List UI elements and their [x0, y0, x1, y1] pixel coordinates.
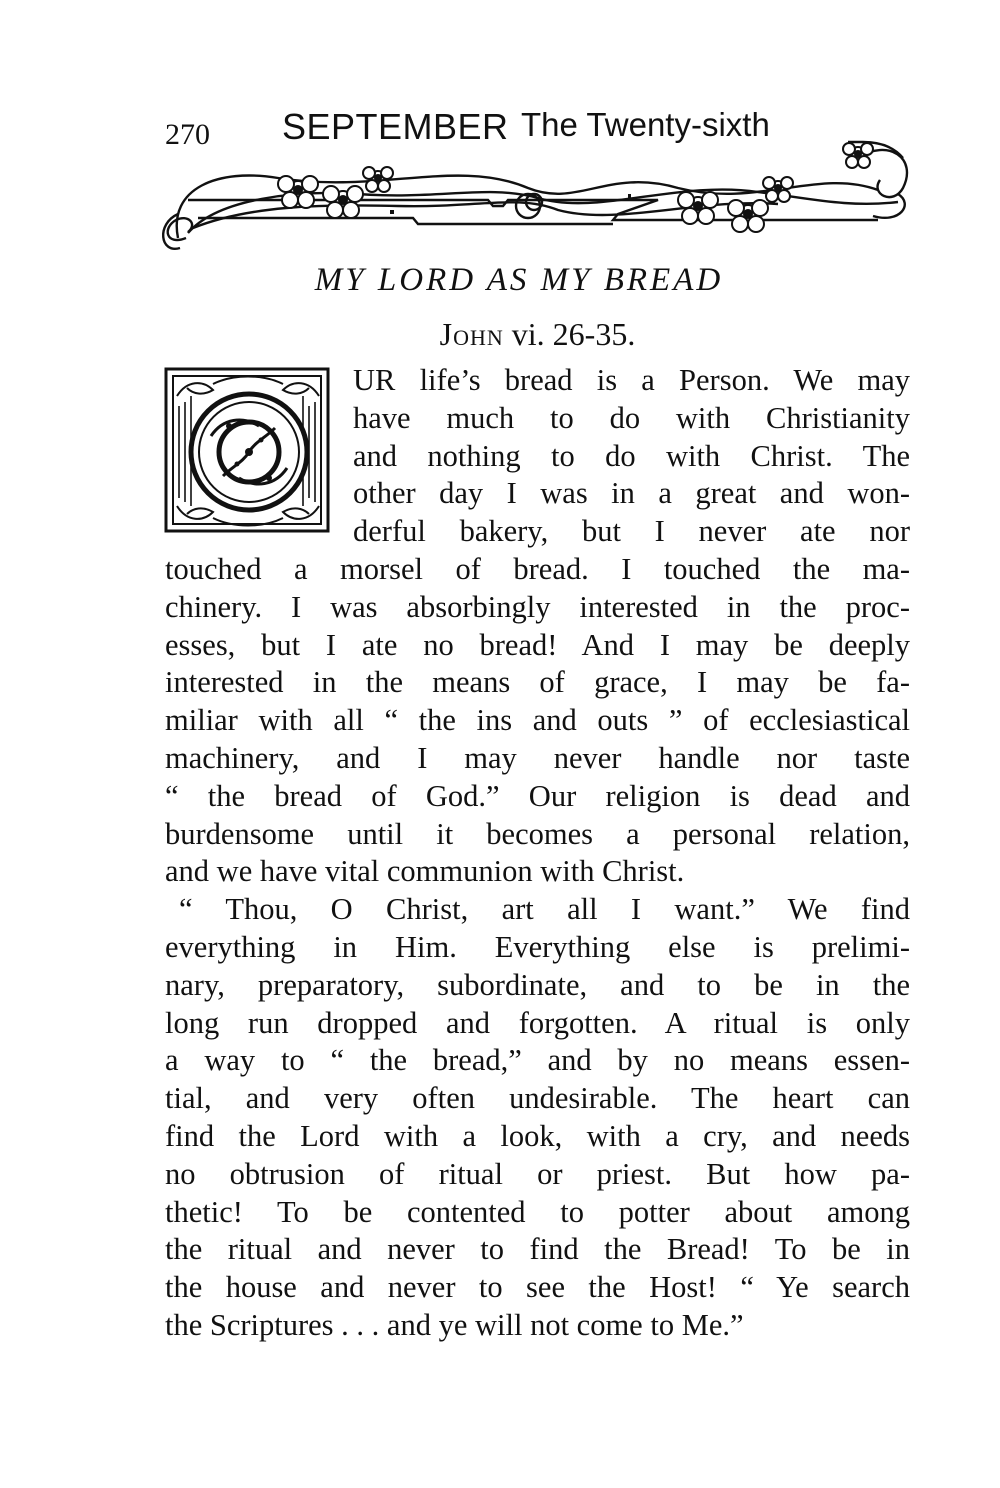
month-heading: SEPTEMBER	[282, 106, 509, 147]
day-heading: The Twenty-sixth	[521, 106, 770, 143]
text-line: and we have vital communion with Christ.	[165, 854, 685, 889]
text-line: interested in the means of grace, I may be fa-	[165, 665, 910, 700]
text-line: derful bakery, but I never ate nor	[353, 514, 910, 549]
text-line: esses, but I ate no bread! And I may be deeply	[165, 627, 910, 662]
scripture-reference	[0, 316, 1000, 353]
text-line: find the Lord with a look, with a cry, and needs	[165, 1118, 910, 1153]
floral-header-ornament	[158, 128, 918, 256]
text-line: thetic! To be contented to potter about among	[165, 1194, 910, 1229]
text-line: tial, and very often undesirable. The heart can	[165, 1081, 910, 1116]
text-line: UR life’s bread is a Person. We may	[353, 363, 910, 397]
text-line: touched a morsel of bread. I touched the ma-	[165, 551, 910, 586]
text-line: other day I was in a great and won-	[353, 476, 910, 511]
chapter-title: MY LORD AS MY BREAD	[314, 262, 724, 298]
text-line: “ the bread of God.” Our religion is dead and	[165, 778, 910, 813]
text-line: and nothing to do with Christ. The	[353, 438, 910, 473]
body-text	[165, 362, 910, 1345]
text-line: everything in Him. Everything else is prelimi-	[165, 929, 910, 964]
reference-passage: vi. 26-35.	[511, 316, 636, 352]
reference-book: John	[439, 316, 504, 352]
text-line: chinery. I was absorbingly interested in the proc-	[165, 589, 910, 624]
page-number: 270	[165, 118, 210, 151]
text-line: a way to “ the bread,” and by no means essen-	[165, 1043, 910, 1078]
text-line: have much to do with Christianity	[353, 400, 910, 435]
text-line: miliar with all “ the ins and outs ” of ecclesiastical	[165, 703, 910, 738]
text-line: nary, preparatory, subordinate, and to be in the	[165, 967, 910, 1002]
text-line: long run dropped and forgotten. A ritual is only	[165, 1005, 910, 1040]
text-line: the house and never to see the Host! “ Ye search	[165, 1270, 910, 1305]
text-line: the ritual and never to find the Bread! To be in	[165, 1232, 910, 1267]
text-line: no obtrusion of ritual or priest. But how pa-	[165, 1156, 910, 1191]
text-line: “ Thou, O Christ, art all I want.” We find	[179, 892, 910, 927]
text-line: burdensome until it becomes a personal relation,	[165, 816, 910, 851]
text-line: machinery, and I may never handle nor taste	[165, 740, 910, 775]
text-line: the Scriptures . . . and ye will not come to Me.”	[165, 1307, 744, 1342]
